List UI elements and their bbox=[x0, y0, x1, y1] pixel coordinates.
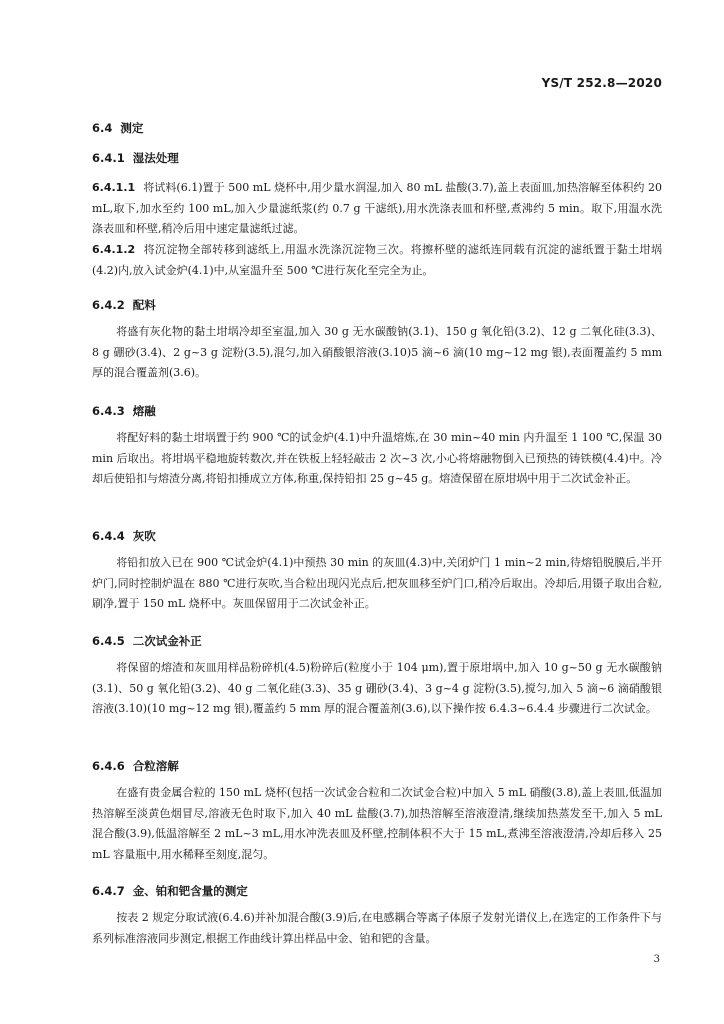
numbered-clause bbox=[92, 240, 662, 281]
clause-number: 6.4.1.1 bbox=[92, 181, 136, 194]
section-title: 湿法处理 bbox=[132, 151, 179, 165]
section-heading bbox=[92, 528, 662, 544]
section-number: 6.4.2 bbox=[92, 298, 125, 312]
page-number: 3 bbox=[653, 954, 660, 965]
body-paragraph: 将盛有灰化物的黏土坩埚冷却至室温,加入 30 g 无水碳酸钠(3.1)、150 g 氧化铅(3.2)、12 g 二氧化硅(3.3)、8 g 硼砂(3.4)、2 g~3 g 淀粉(3.5),混匀,加入硝酸银溶液(3.10)5 滴~6 滴(10 mg~12 mg 银),表面覆盖约 5 mm 厚的混合覆盖剂(3.6)。 bbox=[92, 325, 662, 379]
clause-text: 将沉淀物全部转移到滤纸上,用温水洗涤沉淀物三次。将擦杯壁的滤纸连同载有沉淀的滤纸置于黏土坩埚(4.2)内,放入试金炉(4.1)中,从室温升至 500 ℃进行灰化至完全为止。 bbox=[92, 243, 662, 277]
section-title: 金、铂和钯含量的测定 bbox=[132, 884, 248, 898]
section-number: 6.4.1 bbox=[92, 151, 125, 165]
section-heading bbox=[92, 150, 662, 166]
section-number: 6.4.4 bbox=[92, 529, 125, 543]
section-title: 测定 bbox=[120, 121, 144, 135]
body-paragraph: 将保留的熔渣和灰皿用样品粉碎机(4.5)粉碎后(粒度小于 104 μm),置于原坩埚中,加入 10 g~50 g 无水碳酸钠(3.1)、50 g 氧化铅(3.2)、40 g 二氧化硅(3.3)、35 g 硼砂(3.4)、3 g~4 g 淀粉(3.5),搅匀,加入 5 滴~6 滴硝酸银溶液(3.10)(10 mg~12 mg 银),覆盖约 5 mm 厚的混合覆盖剂(3.6),以下操作按 6.4.3~6.4.4 步骤进行二次试金。 bbox=[92, 661, 662, 715]
standard-code: YS/T 252.8—2020 bbox=[541, 76, 662, 90]
section-title: 二次试金补正 bbox=[132, 634, 202, 648]
section-heading bbox=[92, 633, 662, 649]
body-paragraph: 将铅扣放入已在 900 ℃试金炉(4.1)中预热 30 min 的灰皿(4.3)中,关闭炉门 1 min~2 min,待熔铅脱膜后,半开炉门,同时控制炉温在 880 ℃进行灰吹,当合粒出现闪光点后,把灰皿移至炉门口,稍冷后取出。冷却后,用镊子取出合粒,刷净,置于 150 mL 烧杯中。灰皿保留用于二次试金补正。 bbox=[92, 556, 662, 610]
section-number: 6.4.5 bbox=[92, 634, 125, 648]
section-heading bbox=[92, 758, 662, 774]
section-number: 6.4.7 bbox=[92, 884, 125, 898]
section-title: 灰吹 bbox=[132, 529, 156, 543]
section-number: 6.4.6 bbox=[92, 759, 125, 773]
section-heading bbox=[92, 120, 662, 136]
section-title: 熔融 bbox=[132, 404, 156, 418]
clause-number: 6.4.1.2 bbox=[92, 243, 136, 256]
body-paragraph: 按表 2 规定分取试液(6.4.6)并补加混合酸(3.9)后,在电感耦合等离子体原子发射光谱仪上,在选定的工作条件下与系列标准溶液同步测定,根据工作曲线计算出样品中金、铂和钯的含量。 bbox=[92, 911, 662, 945]
clause-text: 将试料(6.1)置于 500 mL 烧杯中,用少量水润湿,加入 80 mL 盐酸(3.7),盖上表面皿,加热溶解至体积约 20 mL,取下,加水至约 100 mL,加入少量滤纸浆(约 0.7 g 干滤纸),用水洗涤表皿和杯壁,煮沸约 5 min。取下,用温水洗涤表皿和杯壁,稍冷后用中速定量滤纸过滤。 bbox=[92, 181, 662, 235]
section-title: 配料 bbox=[132, 298, 156, 312]
section-title: 合粒溶解 bbox=[132, 759, 179, 773]
numbered-clause bbox=[92, 178, 662, 240]
section-heading bbox=[92, 403, 662, 419]
section-number: 6.4 bbox=[92, 121, 113, 135]
section-number: 6.4.3 bbox=[92, 404, 125, 418]
section-heading bbox=[92, 883, 662, 899]
body-paragraph: 在盛有贵金属合粒的 150 mL 烧杯(包括一次试金合粒和二次试金合粒)中加入 5 mL 硝酸(3.8),盖上表皿,低温加热溶解至淡黄色烟冒尽,溶液无色时取下,加入 40 mL 盐酸(3.7),加热溶解至溶液澄清,继续加热蒸发至干,加入 5 mL 混合酸(3.9),低温溶解至 2 mL~3 mL,用水冲洗表皿及杯壁,控制体积不大于 15 mL,煮沸至溶液澄清,冷却后移入 25 mL 容量瓶中,用水稀释至刻度,混匀。 bbox=[92, 786, 662, 861]
body-paragraph: 将配好料的黏土坩埚置于约 900 ℃的试金炉(4.1)中升温熔炼,在 30 min~40 min 内升温至 1 100 ℃,保温 30 min 后取出。将坩埚平稳地旋转数次,并在铁板上轻轻敲击 2 次~3 次,小心将熔融物倒入已预热的铸铁模(4.4)中。冷却后使铅扣与熔渣分离,将铅扣捶成立方体,称重,保持铅扣 25 g~45 g。熔渣保留在原坩埚中用于二次试金补正。 bbox=[92, 431, 662, 485]
section-heading bbox=[92, 297, 662, 313]
